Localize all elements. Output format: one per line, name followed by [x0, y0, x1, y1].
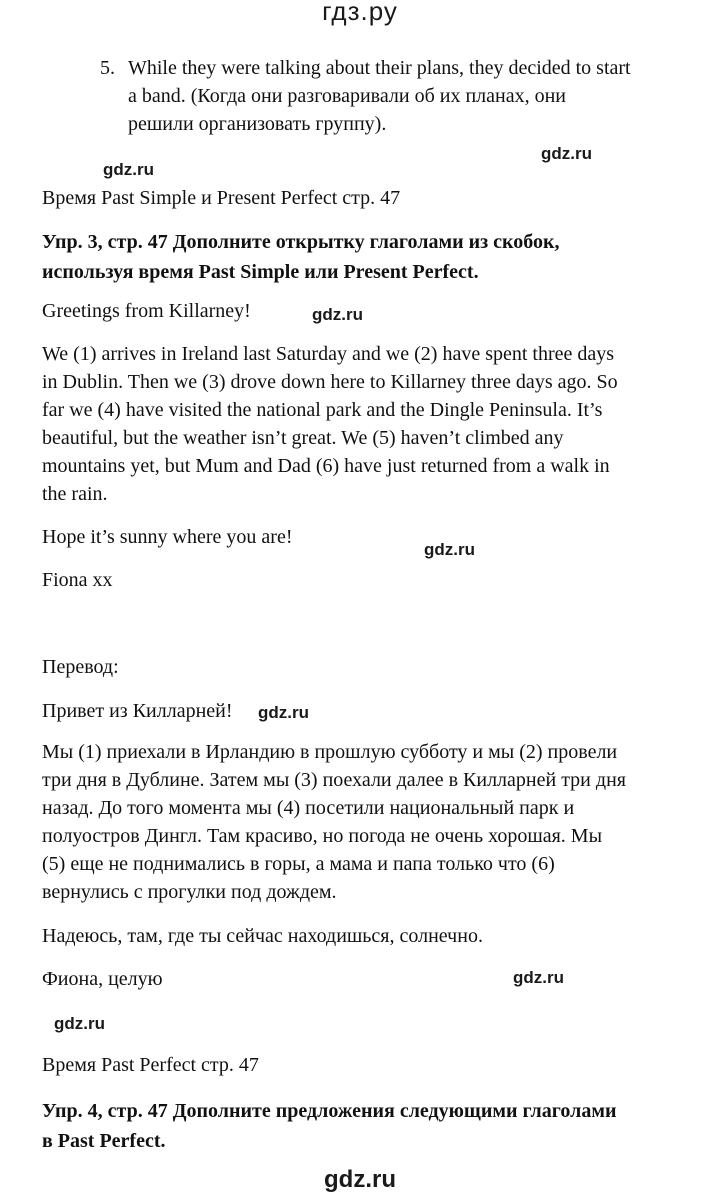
section-heading: Время Past Simple и Present Perfect стр. 47	[42, 187, 401, 209]
item-line: While they were talking about their plans, they decided to start	[128, 57, 631, 79]
item-number: 5.	[100, 57, 115, 79]
site-header-watermark: гдз.ру	[322, 0, 398, 26]
task-line: Упр. 3, стр. 47 Дополните открытку глаголами из скобок,	[42, 231, 560, 253]
postcard-line: beautiful, but the weather isn’t great. We (5) haven’t climbed any	[42, 427, 564, 449]
translation-signature: Фиона, целую	[42, 968, 163, 990]
translation-greeting: Привет из Килларней!	[42, 700, 233, 722]
site-footer-watermark: gdz.ru	[324, 1166, 396, 1193]
watermark: gdz.ru	[103, 160, 154, 179]
section-heading: Время Past Perfect стр. 47	[42, 1054, 259, 1076]
watermark: gdz.ru	[54, 1014, 105, 1033]
watermark: gdz.ru	[424, 540, 475, 559]
postcard-line: the rain.	[42, 483, 108, 505]
postcard-signature: Fiona xx	[42, 569, 113, 591]
item-text	[128, 54, 631, 138]
watermark: gdz.ru	[258, 703, 309, 722]
translation-line: назад. До того момента мы (4) посетили национальный парк и	[42, 797, 575, 819]
item-line: a band. (Когда они разговаривали об их планах, они	[128, 85, 567, 107]
task-line: Упр. 4, стр. 47 Дополните предложения следующими глаголами	[42, 1100, 617, 1122]
postcard-closing: Hope it’s sunny where you are!	[42, 526, 293, 548]
task-line: в Past Perfect.	[42, 1130, 166, 1152]
translation-label: Перевод:	[42, 656, 119, 678]
item-line: решили организовать группу).	[128, 113, 387, 135]
translation-line: полуостров Дингл. Там красиво, но погода не очень хорошая. Мы	[42, 825, 603, 847]
task-instruction	[42, 1096, 682, 1156]
postcard-body	[42, 340, 682, 508]
postcard-line: mountains yet, but Mum and Dad (6) have just returned from a walk in	[42, 455, 610, 477]
task-instruction	[42, 227, 682, 287]
postcard-line: far we (4) have visited the national park and the Dingle Peninsula. It’s	[42, 399, 603, 421]
translation-line: Мы (1) приехали в Ирландию в прошлую субботу и мы (2) провели	[42, 741, 618, 763]
watermark: gdz.ru	[513, 968, 564, 987]
task-line: используя время Past Simple или Present Perfect.	[42, 261, 479, 283]
postcard-line: in Dublin. Then we (3) drove down here to Killarney three days ago. So	[42, 371, 618, 393]
translation-closing: Надеюсь, там, где ты сейчас находишься, солнечно.	[42, 925, 483, 947]
translation-line: три дня в Дублине. Затем мы (3) поехали далее в Килларней три дня	[42, 769, 626, 791]
translation-body	[42, 738, 682, 906]
watermark: gdz.ru	[541, 144, 592, 163]
translation-line: (5) еще не поднимались в горы, а мама и папа только что (6)	[42, 853, 555, 875]
postcard-line: We (1) arrives in Ireland last Saturday and we (2) have spent three days	[42, 343, 615, 365]
translation-line: вернулись с прогулки под дождем.	[42, 881, 337, 903]
postcard-greeting: Greetings from Killarney!	[42, 300, 251, 322]
watermark: gdz.ru	[312, 305, 363, 324]
